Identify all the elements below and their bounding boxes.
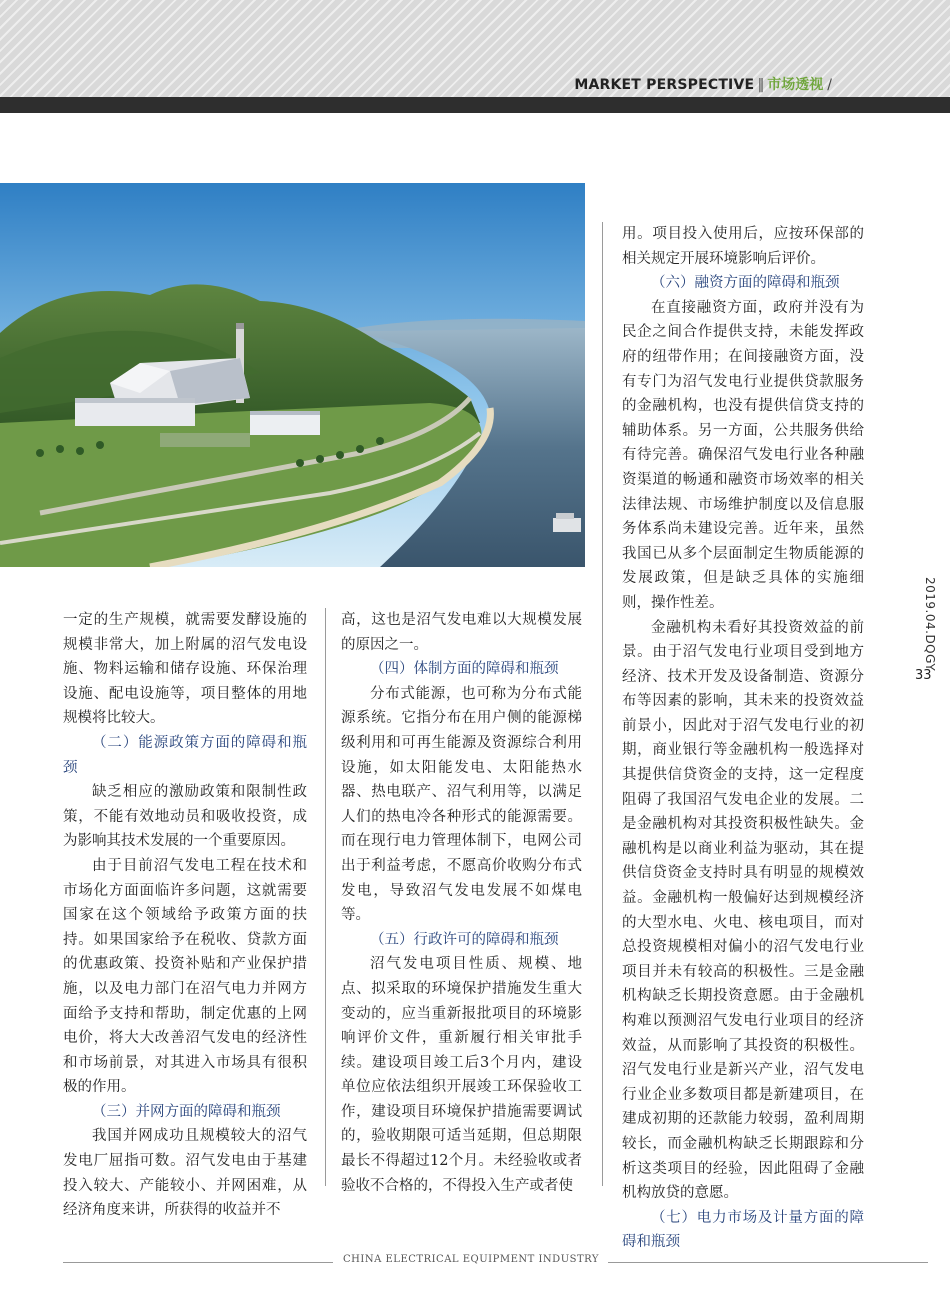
section-heading-3: （三）并网方面的障碍和瓶颈 bbox=[92, 1103, 281, 1120]
section-heading-6: （六）融资方面的障碍和瓶颈 bbox=[651, 275, 840, 292]
paragraph: 金融机构未看好其投资效益的前景。由于沼气发电行业项目受到地方经济、技术开发及设备制造、资源分布等因素的影响，其未来的投资效益前景小，因此对于沼气发电行业的初期，商业银行等金融机构一般选择对其提供信贷资金的支持，这一定程度阻碍了我国沼气发电企业的发展。二是金融机构对其投资积极性缺失。金融机构是以商业利益为驱动，其在提供信贷资金支持时具有明显的规模效益。金融机构一般偏好达到规模经济的大型水电、火电、核电项目，而对总投资规模相对偏小的沼气发电行业项目并未有较高的积极性。三是金融机构缺乏长期投资意愿。由于金融机构难以预测沼气发电行业项目的经济效益，从而影响了其投资的积极性。沼气发电行业是新兴产业，沼气发电行业企业多数项目都是新建项目，在建成初期的还款能力较弱，盈利周期较长，而金融机构缺乏长期跟踪和分析这类项目的经验，因此阻碍了金融机构放贷的意愿。 bbox=[622, 619, 864, 1202]
section-title-cn: 市场透视 bbox=[767, 77, 824, 93]
section-heading-4: （四）体制方面的障碍和瓶颈 bbox=[370, 661, 559, 678]
paragraph: 高，这也是沼气发电难以大规模发展的原因之一。 bbox=[341, 612, 582, 653]
section-heading-2: （二）能源政策方面的障碍和瓶颈 bbox=[63, 734, 307, 776]
section-header bbox=[574, 74, 832, 94]
power-plant-illustration bbox=[0, 183, 585, 567]
paragraph: 用。项目投入使用后，应按环保部的相关规定开展环境影响后评价。 bbox=[622, 226, 864, 267]
paragraph: 一定的生产规模，就需要发酵设施的规模非常大，加上附属的沼气发电设施、物料运输和储存设施、环保治理设施、配电设施等，项目整体的用地规模将比较大。 bbox=[63, 612, 307, 727]
footer-journal-name: CHINA ELECTRICAL EQUIPMENT INDUSTRY bbox=[343, 1254, 599, 1265]
power-plant-photo bbox=[0, 183, 585, 567]
section-slash: / bbox=[827, 77, 832, 93]
column-divider bbox=[325, 608, 326, 1186]
section-separator: ‖ bbox=[757, 77, 765, 93]
section-heading-5: （五）行政许可的障碍和瓶颈 bbox=[370, 931, 559, 948]
issue-date-code: 2019.04.DQGY bbox=[923, 577, 937, 672]
paragraph: 沼气发电项目性质、规模、地点、拟采取的环境保护措施发生重大变动的，应当重新报批项目的环境影响评价文件，重新履行相关审批手续。建设项目竣工后3个月内，建设单位应依法组织开展竣工环保验收工作，建设项目环境保护措施需要调试的，验收期限可适当延期，但总期限最长不得超过12个月。未经验收或者验收不合格的，不得投入生产或者使 bbox=[341, 956, 582, 1194]
text-column-2 bbox=[341, 608, 582, 1198]
section-title-en: MARKET PERSPECTIVE bbox=[574, 77, 755, 93]
page-number: 33 bbox=[915, 668, 932, 683]
footer-rule-left bbox=[63, 1262, 333, 1263]
header-dark-bar bbox=[0, 97, 950, 113]
text-column-1 bbox=[63, 608, 307, 1223]
column-divider bbox=[602, 222, 603, 1186]
paragraph: 我国并网成功且规模较大的沼气发电厂屈指可数。沼气发电由于基建投入较大、产能较小、并网困难，从经济角度来讲，所获得的收益并不 bbox=[63, 1128, 307, 1219]
paragraph: 分布式能源，也可称为分布式能源系统。它指分布在用户侧的能源梯级利用和可再生能源及资源综合利用设施，如太阳能发电、太阳能热水器、热电联产、沼气利用等，以满足人们的热电冷各种形式的能源需要。而在现行电力管理体制下，电网公司出于利益考虑，不愿高价收购分布式发电，导致沼气发电发展不如煤电等。 bbox=[341, 685, 582, 924]
section-heading-7: （七）电力市场及计量方面的障碍和瓶颈 bbox=[622, 1209, 864, 1251]
paragraph: 缺乏相应的激励政策和限制性政策，不能有效地动员和吸收投资，成为影响其技术发展的一个重要原因。 bbox=[63, 784, 307, 850]
paragraph: 在直接融资方面，政府并没有为民企之间合作提供支持，未能发挥政府的纽带作用；在间接融资方面，没有专门为沼气发电行业提供贷款服务的金融机构，也没有提供信贷支持的辅助体系。另一方面，公共服务供给有待完善。确保沼气发电行业各种融资渠道的畅通和融资市场效率的相关法律法规、市场维护制度以及信息服务体系尚未建设完善。近年来，虽然我国已从多个层面制定生物质能源的发展政策，但是缺乏具体的实施细则，操作性差。 bbox=[622, 299, 864, 611]
paragraph: 由于目前沼气发电工程在技术和市场化方面面临许多问题，这就需要国家在这个领域给予政策方面的扶持。如果国家给予在税收、贷款方面的优惠政策、投资补贴和产业保护措施，以及电力部门在沼气电力并网方面给予支持和帮助，制定优惠的上网电价，将大大改善沼气发电的经济性和市场前景，对其进入市场具有很积极的作用。 bbox=[63, 857, 307, 1096]
footer-rule-right bbox=[608, 1262, 928, 1263]
text-column-3 bbox=[622, 222, 864, 1255]
